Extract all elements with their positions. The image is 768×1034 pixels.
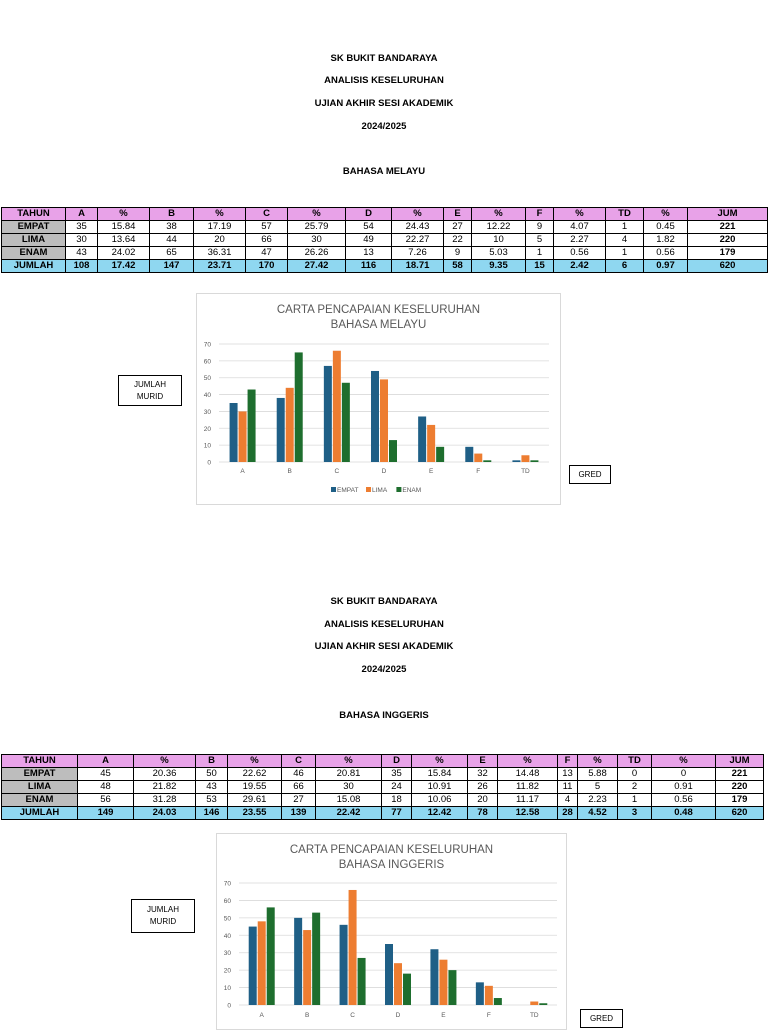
results-table [1, 754, 764, 820]
header-cell: TAHUN [2, 755, 78, 768]
table-row [2, 221, 768, 234]
table-cell: 54 [346, 221, 392, 234]
legend-swatch-empat [331, 487, 336, 492]
x-tick-label: B [287, 468, 292, 475]
table-cell: 65 [150, 247, 194, 260]
table-cell: 56 [78, 794, 134, 807]
table-cell: 11.82 [498, 781, 558, 794]
bar-empat-e [418, 416, 426, 462]
table-cell: 49 [346, 234, 392, 247]
row-label: JUMLAH [2, 807, 78, 820]
bar-lima-td [530, 1002, 538, 1005]
table-cell: 149 [78, 807, 134, 820]
bar-enam-e [436, 447, 444, 462]
x-tick-label: A [240, 468, 245, 475]
table-cell: 6 [606, 260, 644, 273]
header-cell: % [554, 208, 606, 221]
y-tick-label: 60 [223, 897, 231, 905]
bar-lima-f [485, 986, 493, 1005]
bar-enam-b [295, 352, 303, 462]
table-cell: 9 [526, 221, 554, 234]
table-cell: 46 [282, 768, 316, 781]
table-cell: 220 [716, 781, 764, 794]
y-tick-label: 40 [203, 392, 211, 400]
table-cell: 4.52 [578, 807, 618, 820]
row-label: LIMA [2, 781, 78, 794]
table-cell: 32 [468, 768, 498, 781]
row-label: EMPAT [2, 221, 66, 234]
table-cell: 48 [78, 781, 134, 794]
x-tick-label: C [334, 468, 340, 475]
header-cell: D [382, 755, 412, 768]
y-tick-label: 50 [223, 915, 231, 923]
bar-enam-d [389, 440, 397, 462]
row-label: EMPAT [2, 768, 78, 781]
bar-lima-b [303, 930, 311, 1005]
bar-empat-f [465, 447, 473, 462]
table-cell: 20 [468, 794, 498, 807]
bar-empat-b [294, 918, 302, 1005]
table-cell: 179 [716, 794, 764, 807]
chart-title: CARTA PENCAPAIAN KESELURUHAN [276, 304, 481, 316]
table-cell: 58 [444, 260, 472, 273]
table-row [2, 768, 764, 781]
bar-enam-f [483, 460, 491, 462]
table-cell: 26 [468, 781, 498, 794]
y-axis-label-box: JUMLAH MURID [131, 899, 195, 933]
header-cell: % [392, 208, 444, 221]
table-cell: 221 [688, 221, 768, 234]
table-cell: 0 [618, 768, 652, 781]
table-cell: 0.56 [554, 247, 606, 260]
table-cell: 10.06 [412, 794, 468, 807]
bar-empat-a [230, 403, 238, 462]
analysis-title: ANALISIS KESELURUHAN [324, 619, 444, 630]
bar-enam-c [358, 958, 366, 1005]
header-cell: B [150, 208, 194, 221]
table-cell: 13.64 [98, 234, 150, 247]
table-cell: 14.48 [498, 768, 558, 781]
table-cell: 50 [196, 768, 228, 781]
chart-frame [216, 833, 567, 1030]
table-cell: 24.43 [392, 221, 444, 234]
table-cell: 23.55 [228, 807, 282, 820]
y-tick-label: 20 [203, 425, 211, 433]
table-cell: 28 [558, 807, 578, 820]
header-cell: C [246, 208, 288, 221]
header-cell: % [134, 755, 196, 768]
x-axis-label-box: GRED [580, 1009, 623, 1028]
table-cell: 44 [150, 234, 194, 247]
table-cell: 43 [196, 781, 228, 794]
table-cell: 24 [382, 781, 412, 794]
table-cell: 15.84 [98, 221, 150, 234]
x-tick-label: B [304, 1012, 310, 1019]
table-cell: 108 [66, 260, 98, 273]
chart-title: BAHASA INGGERIS [338, 859, 445, 871]
session-year: 2024/2025 [361, 121, 407, 132]
y-tick-label: 10 [223, 985, 231, 993]
table-cell: 27 [444, 221, 472, 234]
table-cell: 66 [282, 781, 316, 794]
header-cell: % [652, 755, 716, 768]
table-cell: 221 [716, 768, 764, 781]
x-tick-label: TD [521, 468, 530, 475]
table-cell: 29.61 [228, 794, 282, 807]
bar-enam-e [448, 970, 456, 1005]
table-cell: 22.42 [316, 807, 382, 820]
row-label: ENAM [2, 794, 78, 807]
header-cell: % [412, 755, 468, 768]
row-label: ENAM [2, 247, 66, 260]
x-tick-label: D [395, 1012, 401, 1019]
table-cell: 220 [688, 234, 768, 247]
table-cell: 1 [526, 247, 554, 260]
table-cell: 66 [246, 234, 288, 247]
bar-enam-td [530, 460, 538, 462]
bar-enam-a [248, 390, 256, 462]
table-cell: 5.88 [578, 768, 618, 781]
table-cell: 2.42 [554, 260, 606, 273]
table-cell: 22 [444, 234, 472, 247]
header-cell: F [558, 755, 578, 768]
x-tick-label: E [441, 1012, 446, 1019]
bar-lima-a [239, 411, 247, 462]
table-cell: 12.58 [498, 807, 558, 820]
table-cell: 0.97 [644, 260, 688, 273]
header-cell: % [228, 755, 282, 768]
x-axis-label-box: GRED [569, 465, 611, 484]
table-cell: 22.62 [228, 768, 282, 781]
row-label: LIMA [2, 234, 66, 247]
table-cell: 43 [66, 247, 98, 260]
chart-title: BAHASA MELAYU [330, 319, 427, 331]
table-cell: 78 [468, 807, 498, 820]
bar-empat-td [512, 460, 520, 462]
table-cell: 0 [652, 768, 716, 781]
table-cell: 15.84 [412, 768, 468, 781]
table-cell: 2.23 [578, 794, 618, 807]
table-cell: 23.71 [194, 260, 246, 273]
header-cell: A [66, 208, 98, 221]
bar-enam-td [539, 1003, 547, 1005]
y-tick-label: 30 [223, 950, 231, 958]
bar-lima-b [286, 388, 294, 462]
y-tick-label: 50 [203, 375, 211, 383]
table-cell: 38 [150, 221, 194, 234]
table-cell: 147 [150, 260, 194, 273]
table-cell: 179 [688, 247, 768, 260]
table-cell: 30 [316, 781, 382, 794]
table-header-row [2, 208, 768, 221]
y-tick-label: 70 [223, 880, 231, 888]
y-tick-label: 70 [203, 341, 211, 349]
bar-empat-d [371, 371, 379, 462]
bar-enam-b [312, 913, 320, 1005]
header-cell: % [194, 208, 246, 221]
table-cell: 5 [578, 781, 618, 794]
table-cell: 57 [246, 221, 288, 234]
table-cell: 30 [66, 234, 98, 247]
bar-lima-d [380, 379, 388, 462]
table-cell: 21.82 [134, 781, 196, 794]
header-cell: E [468, 755, 498, 768]
y-tick-label: 0 [207, 459, 211, 467]
x-tick-label: TD [529, 1012, 539, 1019]
x-tick-label: F [476, 468, 481, 475]
header-cell: % [472, 208, 526, 221]
table-cell: 27.42 [288, 260, 346, 273]
y-tick-label: 20 [223, 967, 231, 975]
x-tick-label: D [381, 468, 387, 475]
table-cell: 25.79 [288, 221, 346, 234]
header-cell: % [498, 755, 558, 768]
table-row [2, 794, 764, 807]
table-cell: 26.26 [288, 247, 346, 260]
table-cell: 0.56 [652, 794, 716, 807]
table-cell: 9 [444, 247, 472, 260]
y-tick-label: 40 [223, 932, 231, 940]
row-label: JUMLAH [2, 260, 66, 273]
bar-lima-e [439, 960, 447, 1005]
header-cell: % [316, 755, 382, 768]
header-cell: D [346, 208, 392, 221]
table-cell: 17.19 [194, 221, 246, 234]
y-tick-label: 10 [203, 442, 211, 450]
table-cell: 170 [246, 260, 288, 273]
table-cell: 30 [288, 234, 346, 247]
table-cell: 35 [382, 768, 412, 781]
header-cell: % [578, 755, 618, 768]
table-cell: 4.07 [554, 221, 606, 234]
table-cell: 11 [558, 781, 578, 794]
table-cell: 18.71 [392, 260, 444, 273]
table-cell: 20.81 [316, 768, 382, 781]
chart-title: CARTA PENCAPAIAN KESELURUHAN [289, 844, 494, 856]
table-cell: 31.28 [134, 794, 196, 807]
header-cell: B [196, 755, 228, 768]
table-cell: 620 [716, 807, 764, 820]
bar-lima-a [258, 921, 266, 1005]
y-tick-label: 60 [203, 358, 211, 366]
table-cell: 27 [282, 794, 316, 807]
table-cell: 12.22 [472, 221, 526, 234]
header-cell: C [282, 755, 316, 768]
header-cell: JUM [688, 208, 768, 221]
bar-lima-d [394, 963, 402, 1005]
table-cell: 36.31 [194, 247, 246, 260]
table-header-row [2, 755, 764, 768]
subject-title: BAHASA INGGERIS [339, 710, 429, 721]
header-cell: JUM [716, 755, 764, 768]
table-cell: 0.48 [652, 807, 716, 820]
table-cell: 3 [618, 807, 652, 820]
legend-label: EMPAT [337, 487, 359, 494]
header-cell: % [644, 208, 688, 221]
table-cell: 620 [688, 260, 768, 273]
x-tick-label: A [259, 1012, 264, 1019]
table-cell: 10.91 [412, 781, 468, 794]
table-cell: 2.27 [554, 234, 606, 247]
table-cell: 4 [606, 234, 644, 247]
header-cell: % [98, 208, 150, 221]
bar-enam-a [267, 907, 275, 1005]
bar-empat-c [324, 366, 332, 462]
table-cell: 1 [606, 221, 644, 234]
table-cell: 1 [618, 794, 652, 807]
bar-enam-d [403, 974, 411, 1005]
y-axis-label-box: JUMLAH MURID [118, 375, 182, 406]
chart-frame [196, 293, 561, 505]
x-tick-label: F [486, 1012, 491, 1019]
table-cell: 4 [558, 794, 578, 807]
table-cell: 0.91 [652, 781, 716, 794]
table-cell: 7.26 [392, 247, 444, 260]
legend-swatch-enam [396, 487, 401, 492]
table-row [2, 781, 764, 794]
table-cell: 116 [346, 260, 392, 273]
bar-chart [217, 834, 566, 1029]
analysis-title: ANALISIS KESELURUHAN [324, 75, 444, 86]
legend-label: ENAM [402, 487, 422, 494]
table-cell: 0.45 [644, 221, 688, 234]
table-cell: 18 [382, 794, 412, 807]
school-name: SK BUKIT BANDARAYA [330, 53, 438, 64]
table-cell: 15 [526, 260, 554, 273]
legend-label: LIMA [372, 487, 388, 494]
header-cell: A [78, 755, 134, 768]
table-cell: 53 [196, 794, 228, 807]
table-cell: 24.03 [134, 807, 196, 820]
table-cell: 20.36 [134, 768, 196, 781]
table-cell: 20 [194, 234, 246, 247]
table-cell: 47 [246, 247, 288, 260]
table-cell: 22.27 [392, 234, 444, 247]
table-cell: 5 [526, 234, 554, 247]
y-tick-label: 30 [203, 408, 211, 416]
header-cell: TD [618, 755, 652, 768]
table-cell: 11.17 [498, 794, 558, 807]
school-name: SK BUKIT BANDARAYA [330, 596, 438, 607]
x-tick-label: E [428, 468, 434, 475]
x-tick-label: C [350, 1012, 355, 1019]
exam-title: UJIAN AKHIR SESI AKADEMIK [314, 641, 454, 652]
bar-enam-c [342, 383, 350, 462]
table-cell: 12.42 [412, 807, 468, 820]
subject-title: BAHASA MELAYU [342, 166, 426, 177]
bar-empat-b [277, 398, 285, 462]
table-row [2, 247, 768, 260]
table-cell: 146 [196, 807, 228, 820]
table-cell: 13 [558, 768, 578, 781]
table-cell: 17.42 [98, 260, 150, 273]
header-cell: E [444, 208, 472, 221]
header-cell: F [526, 208, 554, 221]
header-cell: TAHUN [2, 208, 66, 221]
table-cell: 45 [78, 768, 134, 781]
bar-chart [197, 294, 560, 504]
bar-lima-f [474, 454, 482, 462]
exam-title: UJIAN AKHIR SESI AKADEMIK [314, 98, 454, 109]
table-cell: 0.56 [644, 247, 688, 260]
total-row [2, 807, 764, 820]
bar-empat-d [385, 944, 393, 1005]
table-cell: 13 [346, 247, 392, 260]
bar-enam-f [494, 998, 502, 1005]
table-cell: 2 [618, 781, 652, 794]
bar-lima-td [521, 455, 529, 462]
bar-lima-c [333, 351, 341, 462]
bar-lima-c [349, 890, 357, 1005]
bar-empat-a [249, 927, 257, 1005]
header-cell: TD [606, 208, 644, 221]
table-cell: 77 [382, 807, 412, 820]
legend-swatch-lima [366, 487, 371, 492]
table-cell: 19.55 [228, 781, 282, 794]
bar-lima-e [427, 425, 435, 462]
table-cell: 1.82 [644, 234, 688, 247]
y-tick-label: 0 [227, 1002, 231, 1010]
bar-empat-f [476, 982, 484, 1005]
table-cell: 24.02 [98, 247, 150, 260]
table-cell: 10 [472, 234, 526, 247]
table-cell: 9.35 [472, 260, 526, 273]
table-row [2, 234, 768, 247]
table-cell: 1 [606, 247, 644, 260]
table-cell: 15.08 [316, 794, 382, 807]
header-cell: % [288, 208, 346, 221]
session-year: 2024/2025 [361, 664, 407, 675]
results-table [1, 207, 768, 273]
total-row [2, 260, 768, 273]
bar-empat-c [340, 925, 348, 1005]
table-cell: 139 [282, 807, 316, 820]
table-cell: 5.03 [472, 247, 526, 260]
table-cell: 35 [66, 221, 98, 234]
bar-empat-e [430, 949, 438, 1005]
